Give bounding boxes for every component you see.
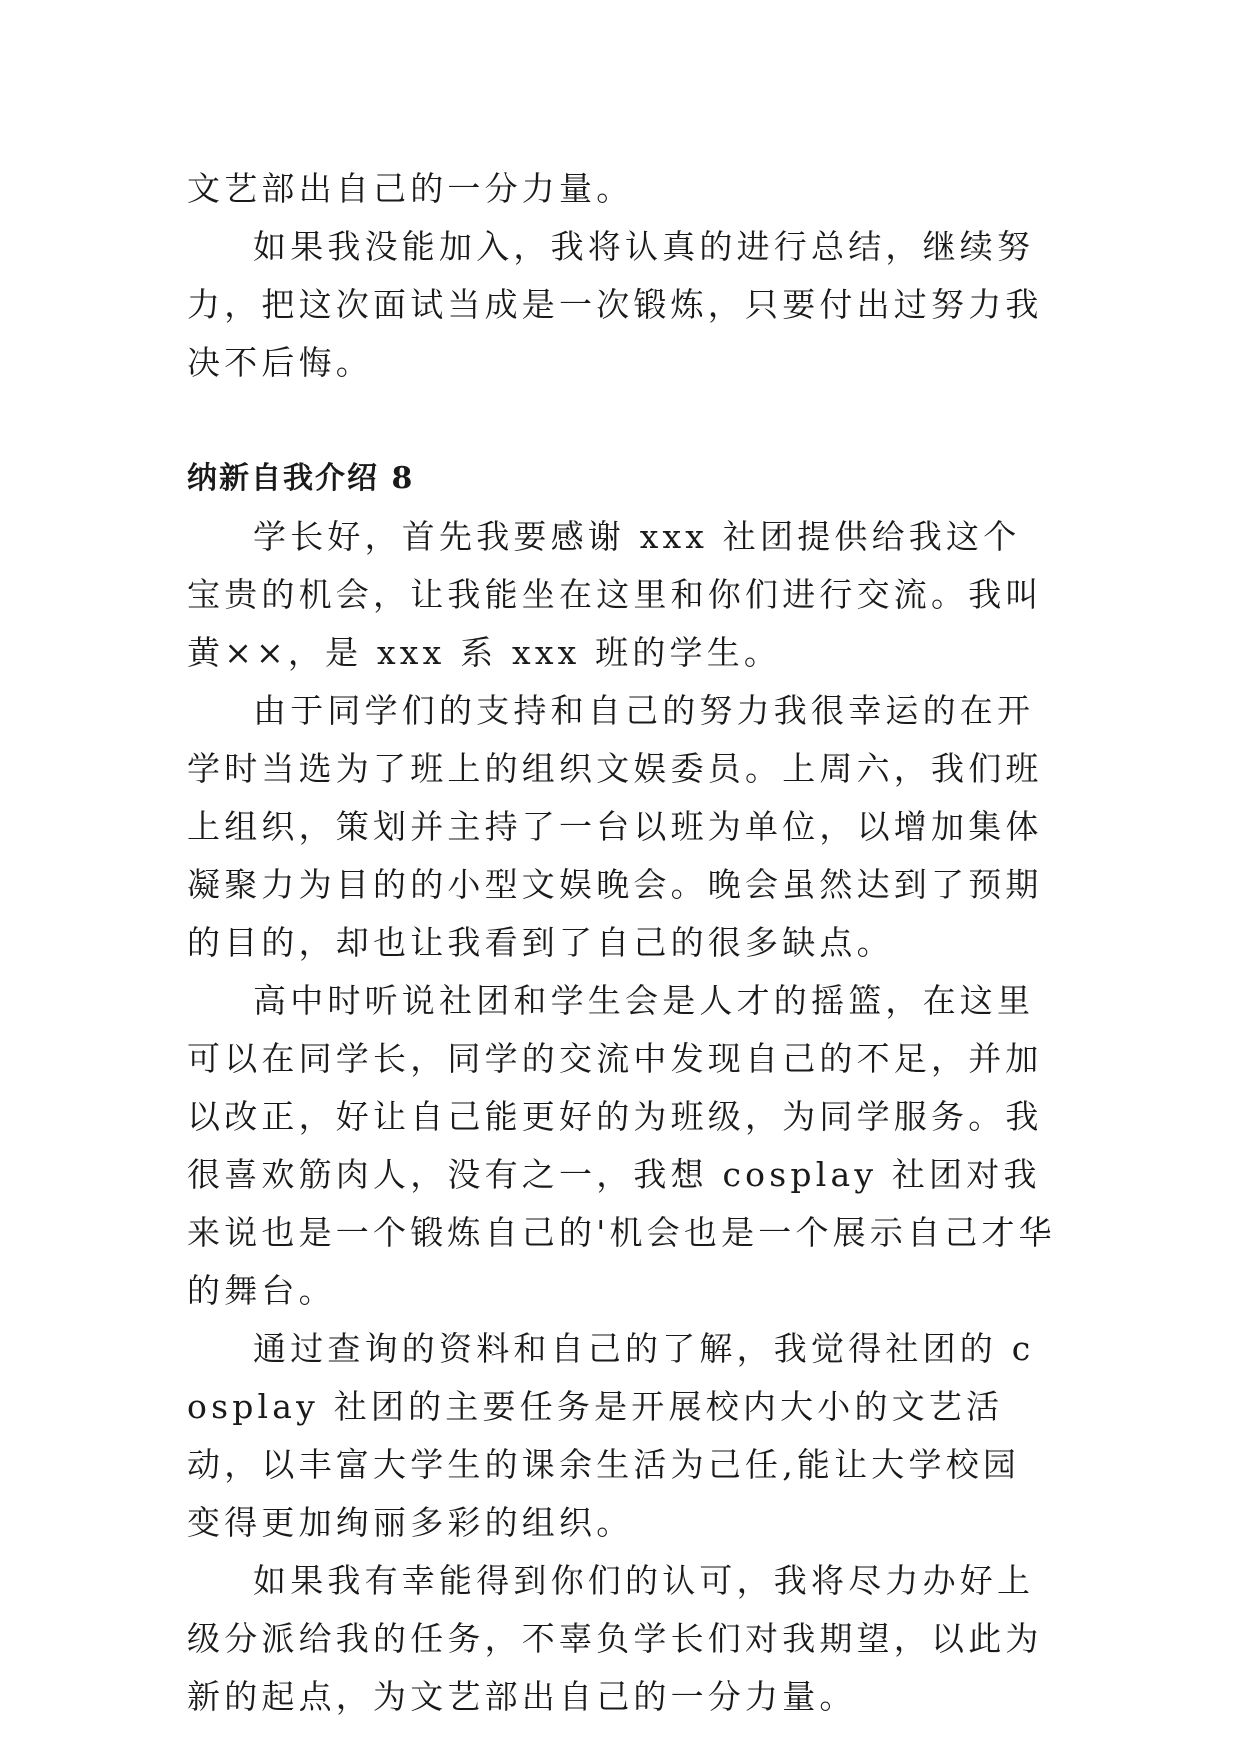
paragraph-closing: 如果我有幸能得到你们的认可，我将尽力办好上级分派给我的任务，不辜负学长们对我期望，以此为新的起点，为文艺部出自己的一分力量。 <box>187 1561 1043 1716</box>
paragraph-motivation: 高中时听说社团和学生会是人才的摇篮，在这里可以在同学长，同学的交流中发现自己的不足，并加以改正，好让自己能更好的为班级，为同学服务。我很喜欢筋肉人，没有之一，我想 cosplay 社团对我来说也是一个锻炼自己的'机会也是一个展示自己才华的舞台。 <box>187 981 1056 1310</box>
document-page <box>187 160 1057 1726</box>
paragraph-class-committee: 由于同学们的支持和自己的努力我很幸运的在开学时当选为了班上的组织文娱委员。上周六，我们班上组织，策划并主持了一台以班为单位，以增加集体凝聚力为目的的小型文娱晚会。晚会虽然达到了预期的目的，却也让我看到了自己的很多缺点。 <box>187 691 1043 962</box>
paragraph-greeting: 学长好，首先我要感谢 xxx 社团提供给我这个宝贵的机会，让我能坐在这里和你们进行交流。我叫黄××，是 xxx 系 xxx 班的学生。 <box>187 517 1043 672</box>
paragraph-if-not-accepted: 如果我没能加入，我将认真的进行总结，继续努力，把这次面试当成是一次锻炼，只要付出过努力我决不后悔。 <box>187 227 1043 382</box>
section-heading: 纳新自我介绍 8 <box>187 461 415 496</box>
paragraph-continuation: 文艺部出自己的一分力量。 <box>187 169 634 208</box>
paragraph-club-mission: 通过查询的资料和自己的了解，我觉得社团的 cosplay 社团的主要任务是开展校内大小的文艺活动，以丰富大学生的课余生活为己任,能让大学校园变得更加绚丽多彩的组织。 <box>187 1329 1035 1542</box>
